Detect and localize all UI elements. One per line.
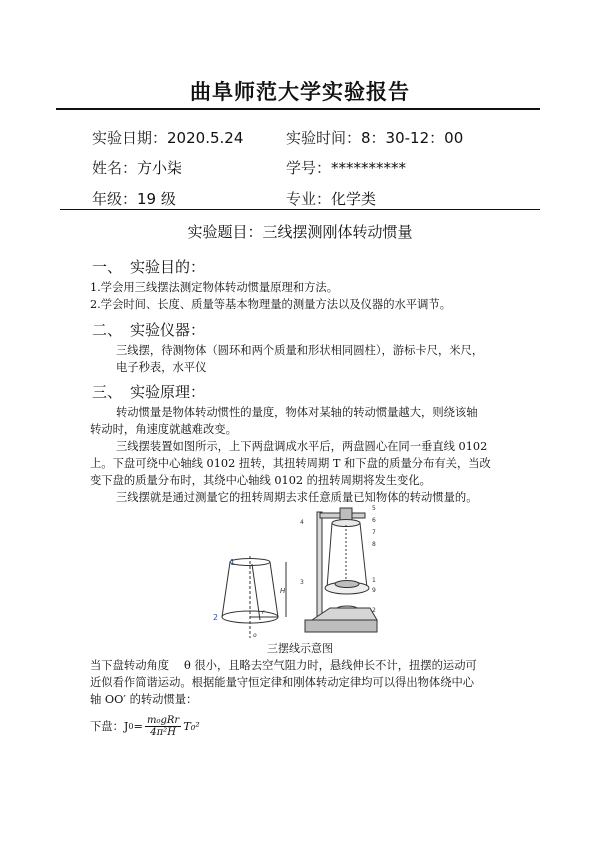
- section-title: 实验仪器：: [130, 321, 206, 339]
- section-title: 实验目的：: [130, 258, 206, 276]
- derivation-line-2: 近似看作简谐运动。根据能量守恒定律和刚体转动定律均可以得出物体绕中心: [90, 676, 475, 689]
- right-label-4: 4: [300, 519, 304, 526]
- student-grade: [92, 188, 176, 209]
- figure-caption: 三摆线示意图: [267, 642, 333, 655]
- principle-line-6: 三线摆就是通过测量它的扭转周期去求任意质量已知物体的转动惯量的。: [116, 491, 478, 504]
- purpose-line-1: 1.学会用三线摆法测定物体转动惯量原理和方法。: [90, 281, 339, 294]
- date-value: 2020.5.24: [167, 129, 244, 147]
- date-label: 实验日期：: [92, 129, 168, 147]
- section-number: 一、: [92, 258, 123, 276]
- student-id: [286, 157, 406, 178]
- time-label: 实验时间：: [286, 129, 362, 147]
- id-label: 学号：: [286, 159, 332, 177]
- formula-equals: =: [133, 719, 143, 733]
- left-schematic: [222, 556, 286, 638]
- formula-numerator: m₀gRr: [146, 714, 180, 726]
- experiment-date: [92, 127, 243, 148]
- trifilar-pendulum-figure: [200, 500, 400, 640]
- right-label-8: 8: [372, 541, 376, 548]
- formula-tail: T₀²: [183, 719, 200, 733]
- derivation-line-3: 轴 OO′ 的转动惯量：: [90, 693, 198, 706]
- time-value: 8：30-12：00: [361, 129, 464, 147]
- right-label-1: 1: [372, 577, 376, 584]
- formula-subscript: 0: [128, 721, 134, 731]
- instruments-line-1: 三线摆，待测物体（圆环和两个质量和形状相同圆柱），游标卡尺，米尺，: [116, 344, 484, 357]
- principle-line-3: 三线摆装置如图所示，上下两盘调成水平后，两盘圆心在同一垂直线 0102: [116, 440, 488, 453]
- principle-line-4: 上。下盘可绕中心轴线 0102 扭转，其扭转周期 T 和下盘的质量分布有关，当改: [90, 457, 491, 470]
- formula-prefix: 下盘：J: [90, 720, 129, 733]
- right-label-7: 7: [372, 529, 376, 536]
- section-heading-purpose: [92, 256, 205, 277]
- grade-label: 年级：: [92, 190, 138, 208]
- right-label-5: 5: [372, 505, 376, 512]
- purpose-line-2: 2.学会时间、长度、质量等基本物理量的测量方法以及仪器的水平调节。: [90, 298, 451, 311]
- title-divider: [56, 108, 540, 110]
- section-heading-instruments: [92, 319, 205, 340]
- right-label-3: 3: [300, 579, 304, 586]
- section-heading-principle: [92, 381, 205, 402]
- section-number: 三、: [92, 383, 123, 401]
- experiment-topic: 实验题目：三线摆测刚体转动惯量: [187, 223, 413, 241]
- left-label-h: H: [280, 587, 286, 595]
- report-title: 曲阜师范大学实验报告: [190, 80, 410, 104]
- major-value: 化学类: [331, 190, 377, 208]
- right-label-2: 2: [372, 607, 376, 614]
- left-label-1: 1: [230, 558, 236, 567]
- name-value: 方小柒: [137, 159, 183, 177]
- principle-line-5: 变下盘的质量分布时，其绕中心轴线 0102 的扭转周期将发生变化。: [90, 474, 431, 487]
- left-label-2: 2: [213, 613, 219, 622]
- instruments-line-2: 电子秒表，水平仪: [116, 361, 207, 374]
- info-divider: [60, 209, 540, 210]
- left-label-r: r: [262, 609, 265, 616]
- formula-fraction: [145, 715, 181, 738]
- id-value: **********: [331, 159, 407, 177]
- formula-denominator: 4π²H: [150, 726, 176, 738]
- student-name: [92, 157, 182, 178]
- moment-of-inertia-formula: [90, 706, 200, 746]
- principle-line-2: 转动时，角速度就越难改变。: [90, 423, 237, 436]
- principle-line-1: 转动惯量是物体转动惯性的量度，物体对某轴的转动惯量越大，则绕该轴: [116, 406, 478, 419]
- right-apparatus: [305, 508, 377, 632]
- experiment-time: [286, 127, 463, 148]
- major-label: 专业：: [286, 190, 332, 208]
- name-label: 姓名：: [92, 159, 138, 177]
- section-number: 二、: [92, 321, 123, 339]
- left-label-o: o: [253, 632, 257, 639]
- derivation-line-1: 当下盘转动角度 θ 很小，且略去空气阻力时，悬线伸长不计，扭摆的运动可: [90, 659, 477, 672]
- right-label-9: 9: [372, 587, 376, 594]
- student-major: [286, 188, 376, 209]
- section-title: 实验原理：: [130, 383, 206, 401]
- right-label-6: 6: [372, 517, 376, 524]
- grade-value: 19 级: [137, 190, 176, 208]
